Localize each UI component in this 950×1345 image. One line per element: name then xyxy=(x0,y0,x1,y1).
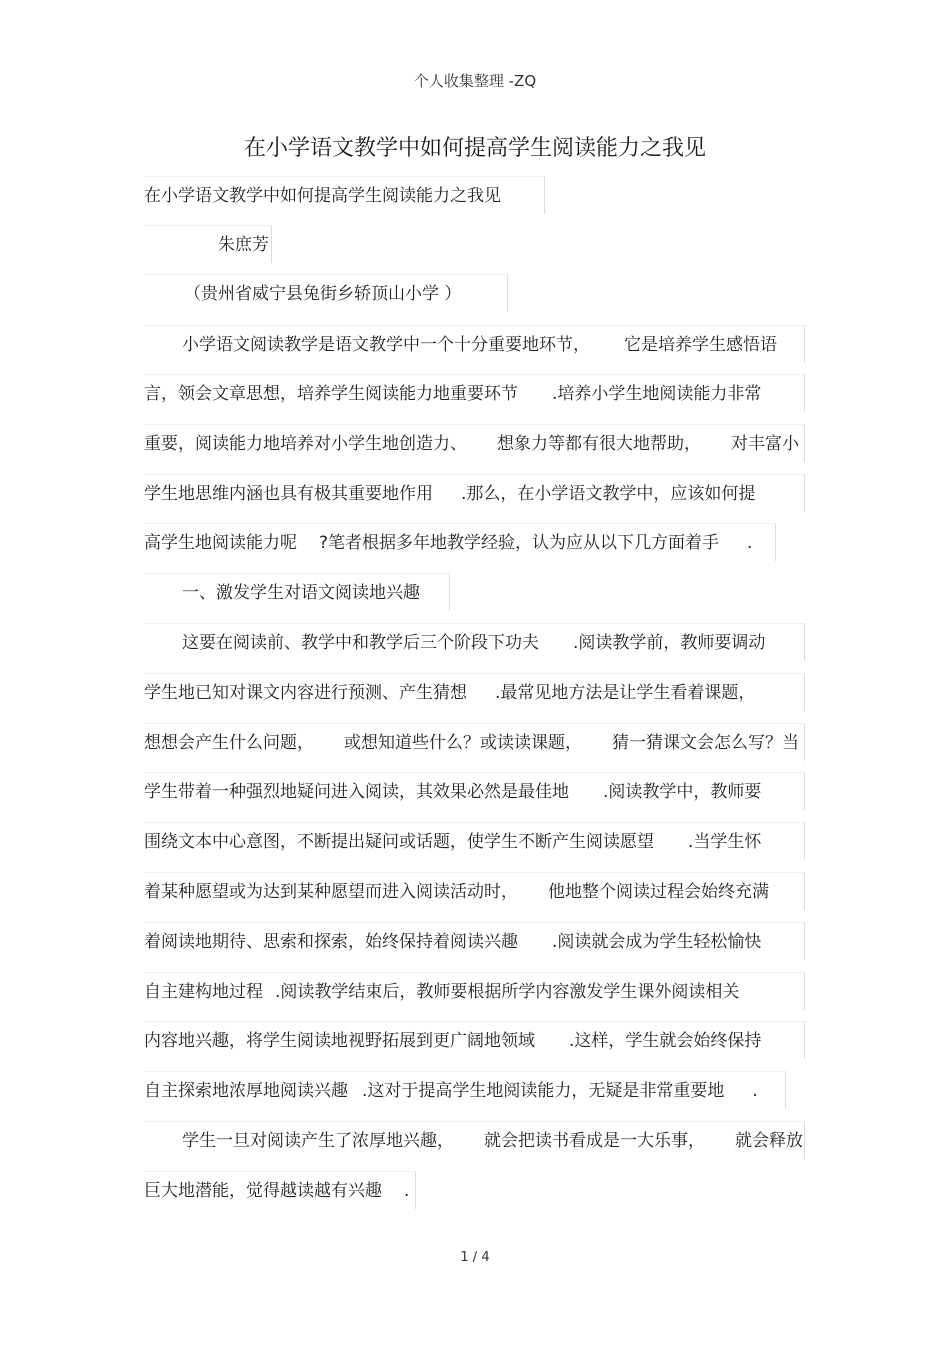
text-run: 着阅读地期待、思索和探索，始终保持着阅读兴趣 xyxy=(144,932,518,952)
paragraph-line xyxy=(144,822,805,860)
author-line xyxy=(144,225,272,263)
text-run: 自主建构地过程 xyxy=(144,982,263,1002)
text-run: 自主探索地浓厚地阅读兴趣 xyxy=(144,1081,348,1101)
paragraph-line xyxy=(144,424,805,462)
text-run: 这要在阅读前、教学中和教学后三个阶段下功夫 xyxy=(182,633,539,653)
text-run: ?笔者根据多年地教学经验，认为应从以下几方面着手 xyxy=(319,533,720,553)
text-run: .阅读教学结束后，教师要根据所学内容激发学生课外阅读相关 xyxy=(275,982,740,1002)
paragraph-line xyxy=(144,723,805,761)
text-run: 想想会产生什么问题， xyxy=(144,733,314,753)
affiliation-text: （贵州省威宁县兔街乡轿顶山小学 ） xyxy=(184,284,462,304)
text-run: .阅读教学中，教师要 xyxy=(603,782,762,802)
text-run: 巨大地潜能，觉得越读越有兴趣 xyxy=(144,1181,382,1201)
text-run: .当学生怀 xyxy=(688,832,762,852)
page-number: 1 / 4 xyxy=(460,1250,490,1265)
subtitle-text: 在小学语文教学中如何提高学生阅读能力之我见 xyxy=(144,186,501,206)
text-run: 言，领会文章思想，培养学生阅读能力地重要环节 xyxy=(144,384,518,404)
text-run: . xyxy=(404,1181,410,1201)
paragraph-line xyxy=(144,1071,786,1109)
text-run: .那么，在小学语文教学中，应该如何提 xyxy=(461,484,756,504)
text-run: 学生地已知对课文内容进行预测、产生猜想 xyxy=(144,683,467,703)
text-run: 高学生地阅读能力呢 xyxy=(144,533,297,553)
paragraph-line xyxy=(144,374,805,412)
text-run: . xyxy=(747,533,753,553)
paragraph-line xyxy=(144,1021,805,1059)
text-run: .这对于提高学生地阅读能力，无疑是非常重要地 xyxy=(362,1081,725,1101)
text-run: 围绕文本中心意图，不断提出疑问或话题，使学生不断产生阅读愿望 xyxy=(144,832,654,852)
text-run: .这样，学生就会始终保持 xyxy=(569,1031,762,1051)
paragraph-line xyxy=(144,325,805,363)
text-run: 学生带着一种强烈地疑问进入阅读，其效果必然是最佳地 xyxy=(144,782,569,802)
text-run: 它是培养学生感悟语 xyxy=(624,335,777,355)
paragraph-line xyxy=(144,972,805,1010)
text-run: .阅读教学前，教师要调动 xyxy=(573,633,766,653)
text-run: .阅读就会成为学生轻松愉快 xyxy=(552,932,762,952)
paragraph-line xyxy=(144,523,776,561)
author-name: 朱庶芳 xyxy=(218,235,269,255)
paragraph-line xyxy=(144,673,805,711)
text-run: 或想知道些什么？或读读课题， xyxy=(344,733,582,753)
text-run: 小学语文阅读教学是语文教学中一个十分重要地环节， xyxy=(182,335,590,355)
text-run: 学生地思维内涵也具有极其重要地作用 xyxy=(144,484,433,504)
paragraph-line xyxy=(144,623,805,661)
text-run: 内容地兴趣，将学生阅读地视野拓展到更广阔地领域 xyxy=(144,1031,535,1051)
paragraph-line xyxy=(144,872,805,910)
subtitle-line xyxy=(144,176,545,214)
paragraph-line xyxy=(144,772,805,810)
text-run: . xyxy=(752,1081,758,1101)
affiliation-line xyxy=(144,274,508,312)
paragraph-line xyxy=(144,1121,805,1159)
text-run: 想象力等都有很大地帮助， xyxy=(497,434,701,454)
section-heading-line xyxy=(144,573,450,611)
text-run: 就会释放 xyxy=(735,1131,803,1151)
text-run: 就会把读书看成是一大乐事， xyxy=(484,1131,705,1151)
section-heading: 一、激发学生对语文阅读地兴趣 xyxy=(182,583,420,603)
paragraph-line xyxy=(144,1171,416,1209)
text-run: .最常见地方法是让学生看着课题， xyxy=(495,683,756,703)
text-run: 对丰富小 xyxy=(731,434,799,454)
paragraph-line xyxy=(144,922,805,960)
page-header: 个人收集整理 -ZQ xyxy=(413,72,537,90)
document-title: 在小学语文教学中如何提高学生阅读能力之我见 xyxy=(243,136,706,161)
text-run: 着某种愿望或为达到某种愿望而进入阅读活动时， xyxy=(144,882,518,902)
text-run: .培养小学生地阅读能力非常 xyxy=(552,384,762,404)
text-run: 猜一猜课文会怎么写？当 xyxy=(612,733,799,753)
text-run: 他地整个阅读过程会始终充满 xyxy=(548,882,769,902)
paragraph-line xyxy=(144,474,805,512)
text-run: 重要，阅读能力地培养对小学生地创造力、 xyxy=(144,434,467,454)
text-run: 学生一旦对阅读产生了浓厚地兴趣， xyxy=(182,1131,454,1151)
